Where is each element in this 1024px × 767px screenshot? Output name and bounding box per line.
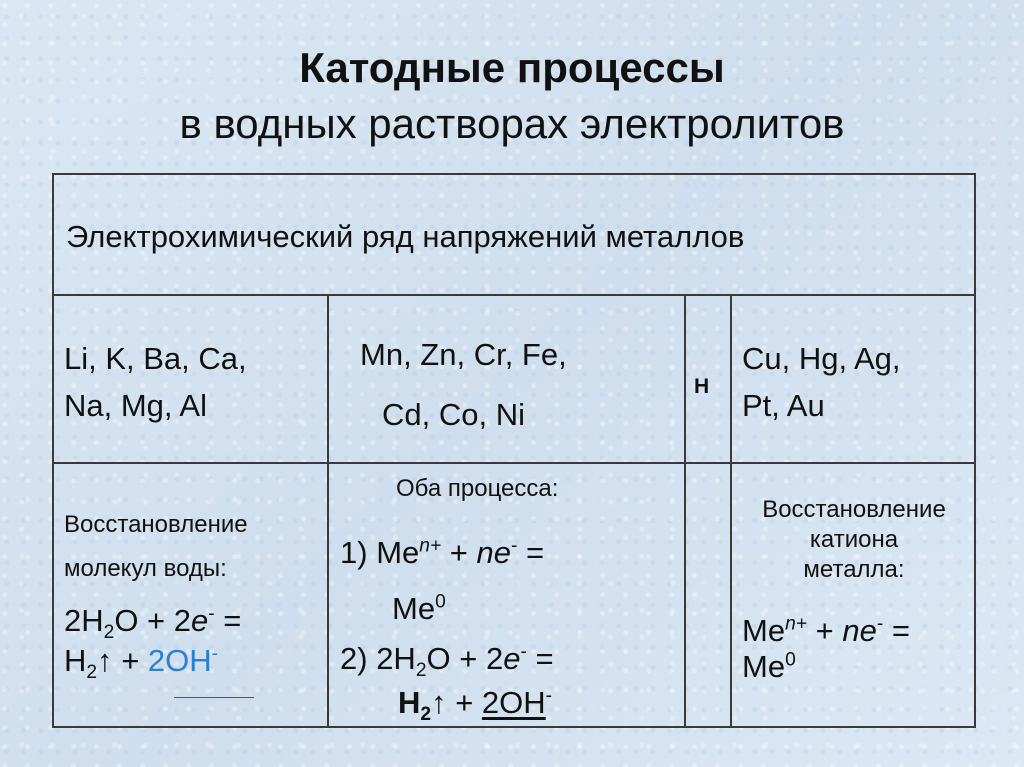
col4-label xyxy=(732,495,976,585)
row-divider-1 xyxy=(54,294,974,296)
group-medium-metals xyxy=(360,325,567,445)
title-line-1: Катодные процессы xyxy=(299,44,725,91)
row-divider-2 xyxy=(54,462,974,464)
col2-label: Оба процесса: xyxy=(396,475,559,502)
title-line-2: в водных растворах электролитов xyxy=(179,100,845,147)
col1-label-line-2: молекул воды: xyxy=(64,555,227,582)
col4-label-line-2: катиона xyxy=(809,526,899,553)
col4-equation-line-2: Me$^0$ xyxy=(742,649,796,684)
col1-equation xyxy=(64,601,242,684)
group-active-line-1: Li, K, Ba, Ca, xyxy=(64,341,247,376)
group-noble-line-1: Cu, Hg, Ag, xyxy=(742,341,901,376)
hydrogen-cell: Н xyxy=(694,375,710,398)
col4-label-line-1: Восстановление xyxy=(762,496,946,523)
slide-title xyxy=(0,40,1024,152)
table-header: Электрохимический ряд напряжений металлов xyxy=(66,219,745,254)
col4-label-line-3: металла: xyxy=(803,556,905,583)
hydroxide-ion: 2OH xyxy=(147,643,212,678)
group-active-line-2: Na, Mg, Al xyxy=(64,388,207,423)
col1-equation-line-1: $2H_2O + 2e^-$ = xyxy=(64,603,242,644)
col4-equation xyxy=(742,613,910,685)
col2-process-1-line-2: Me$^0$ xyxy=(392,591,446,626)
col1-label xyxy=(64,503,248,591)
group-active-metals xyxy=(64,335,247,429)
col4-equation-line-1: $Me^{n+} + ne^-$ = xyxy=(742,613,910,648)
col2-process-1 xyxy=(340,525,544,637)
col2-process-2-line-2: $H_2↑ + 2OH^-$ xyxy=(398,685,553,726)
col2-process-2-line-1: 2) $2H_2O + 2e^-$ = xyxy=(340,641,554,682)
col-divider-1 xyxy=(327,296,329,726)
group-noble-metals xyxy=(742,335,901,429)
col2-process-1-line-1: 1) $Me^{n+} + ne^-$ = xyxy=(340,535,545,570)
col1-equation-line-2: $H_2↑ + 2OH^-$ xyxy=(64,643,219,684)
group-medium-line-1: Mn, Zn, Cr, Fe, xyxy=(360,337,567,372)
cathode-process-table xyxy=(52,173,976,728)
col2-process-2 xyxy=(340,637,554,725)
group-noble-line-2: Pt, Au xyxy=(742,388,825,423)
col-divider-2 xyxy=(684,296,686,726)
col1-label-line-1: Восстановление xyxy=(64,511,248,538)
col1-underline xyxy=(174,697,254,698)
group-medium-line-2: Cd, Co, Ni xyxy=(382,397,525,432)
